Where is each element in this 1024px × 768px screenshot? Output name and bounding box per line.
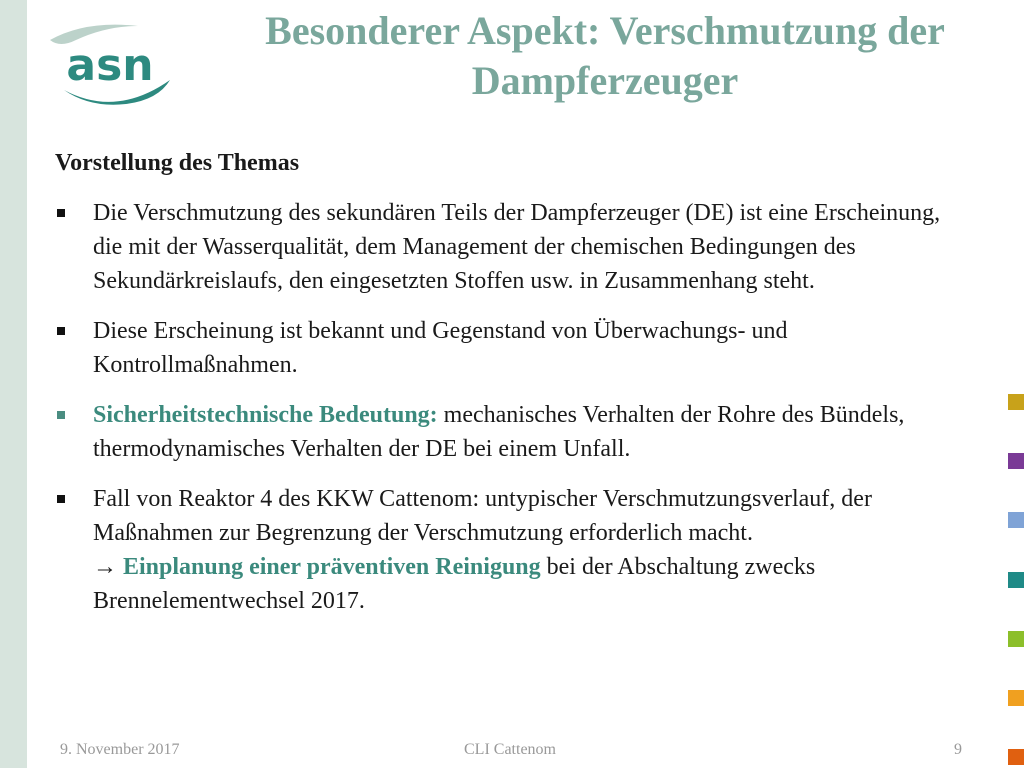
square-bullet-icon [57, 327, 65, 335]
square-bullet-icon [57, 209, 65, 217]
title-line-1: Besonderer Aspekt: Verschmutzung der [265, 8, 945, 53]
bullet-text: Fall von Reaktor 4 des KKW Cattenom: untypischer Verschmutzungsverlauf, der Maßnahmen zur Begrenzung der Verschmutzung erforderlich macht. [93, 486, 872, 546]
left-decorative-strip [0, 0, 27, 768]
bullet-item [55, 398, 955, 466]
bullet-text: mechanisches Verhalten der Rohre des Bündels, thermodynamisches Verhalten der DE bei einem Unfall. [93, 402, 905, 462]
logo-text: asn [66, 40, 154, 91]
color-square [1008, 512, 1024, 528]
square-bullet-icon [57, 411, 65, 419]
bullet-text: Diese Erscheinung ist bekannt und Gegenstand von Überwachungs- und Kontrollmaßnahmen. [93, 318, 788, 378]
section-heading: Vorstellung des Themas [55, 150, 300, 176]
bullet-highlight: Einplanung einer präventiven Reinigung [123, 554, 541, 580]
title-line-2: Dampferzeuger [471, 58, 739, 103]
page-number: 9 [954, 741, 962, 758]
bullet-item [55, 314, 955, 382]
footer-date: 9. November 2017 [60, 741, 180, 758]
color-square [1008, 394, 1024, 410]
bullet-item [55, 482, 955, 618]
color-square [1008, 572, 1024, 588]
arrow-icon: → [93, 554, 123, 580]
square-bullet-icon [57, 495, 65, 503]
bullet-text: Die Verschmutzung des sekundären Teils der Dampferzeuger (DE) ist eine Erscheinung, die mit der Wasserqualität, dem Management der chemischen Bedingungen des Sekundärkreislaufs, den eingesetzten Stoffen usw. in Zusammenhang steht. [93, 200, 941, 294]
asn-logo [46, 18, 176, 110]
footer-center-text: CLI Cattenom [464, 741, 556, 758]
color-square [1008, 690, 1024, 706]
bullet-list [55, 196, 955, 618]
bullet-highlight: Sicherheitstechnische Bedeutung: [93, 402, 438, 428]
bullet-item [55, 196, 955, 298]
color-square [1008, 631, 1024, 647]
color-square [1008, 749, 1024, 765]
color-square [1008, 453, 1024, 469]
main-content [55, 148, 955, 634]
page-title [190, 6, 1020, 106]
bullet-text: bei der Abschaltung zwecks Brennelementwechsel 2017. [93, 554, 816, 614]
